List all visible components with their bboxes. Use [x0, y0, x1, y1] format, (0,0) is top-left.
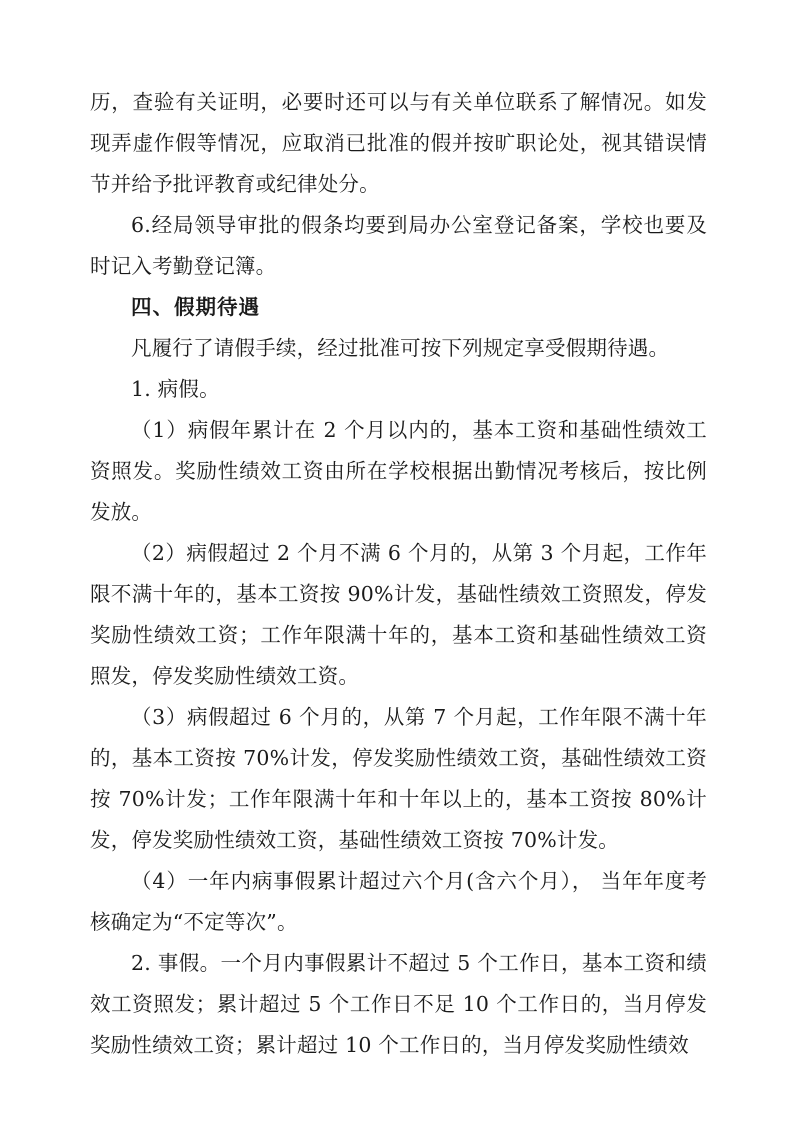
paragraph-sick-leave-clause-3: （3）病假超过 6 个月的，从第 7 个月起，工作年限不满十年的，基本工资按 70%计发，停发奖励性绩效工资，基础性绩效工资按 70%计发；工作年限满十年和十年以上的，基本工资按 80%计发，停发奖励性绩效工资，基础性绩效工资按 70%计发。 — [90, 705, 707, 852]
paragraph-holiday-treatment-intro: 凡履行了请假手续，经过批准可按下列规定享受假期待遇。 — [131, 336, 670, 360]
paragraph-item-2-personal-leave: 2. 事假。一个月内事假累计不超过 5 个工作日，基本工资和绩效工资照发；累计超过 5 个工作日不足 10 个工作日的，当月停发奖励性绩效工资；累计超过 10 个工作日的，当月停发奖励性绩效 — [90, 951, 707, 1057]
document-body — [90, 82, 707, 1066]
paragraph-sick-leave-clause-2: （2）病假超过 2 个月不满 6 个月的，从第 3 个月起，工作年限不满十年的，基本工资按 90%计发，基础性绩效工资照发，停发奖励性绩效工资；工作年限满十年的，基本工资和基础性绩效工资照发，停发奖励性绩效工资。 — [90, 541, 707, 688]
paragraph-leave-verification: 历，查验有关证明，必要时还可以与有关单位联系了解情况。如发现弄虚作假等情况，应取消已批准的假并按旷职论处，视其错误情节并给予批评教育或纪律处分。 — [90, 90, 707, 196]
paragraph-sick-leave-clause-1: （1）病假年累计在 2 个月以内的，基本工资和基础性绩效工资照发。奖励性绩效工资由所在学校根据出勤情况考核后，按比例发放。 — [90, 418, 707, 524]
paragraph-item-6-registration: 6.经局领导审批的假条均要到局办公室登记备案，学校也要及时记入考勤登记簿。 — [90, 213, 707, 278]
paragraph-sick-leave-clause-4: （4）一年内病事假累计超过六个月(含六个月）， 当年年度考核确定为“不定等次”。 — [90, 869, 707, 934]
paragraph-item-1-sick-leave-title: 1. 病假。 — [131, 377, 220, 401]
section-heading-holiday-treatment: 四、假期待遇 — [131, 295, 260, 319]
